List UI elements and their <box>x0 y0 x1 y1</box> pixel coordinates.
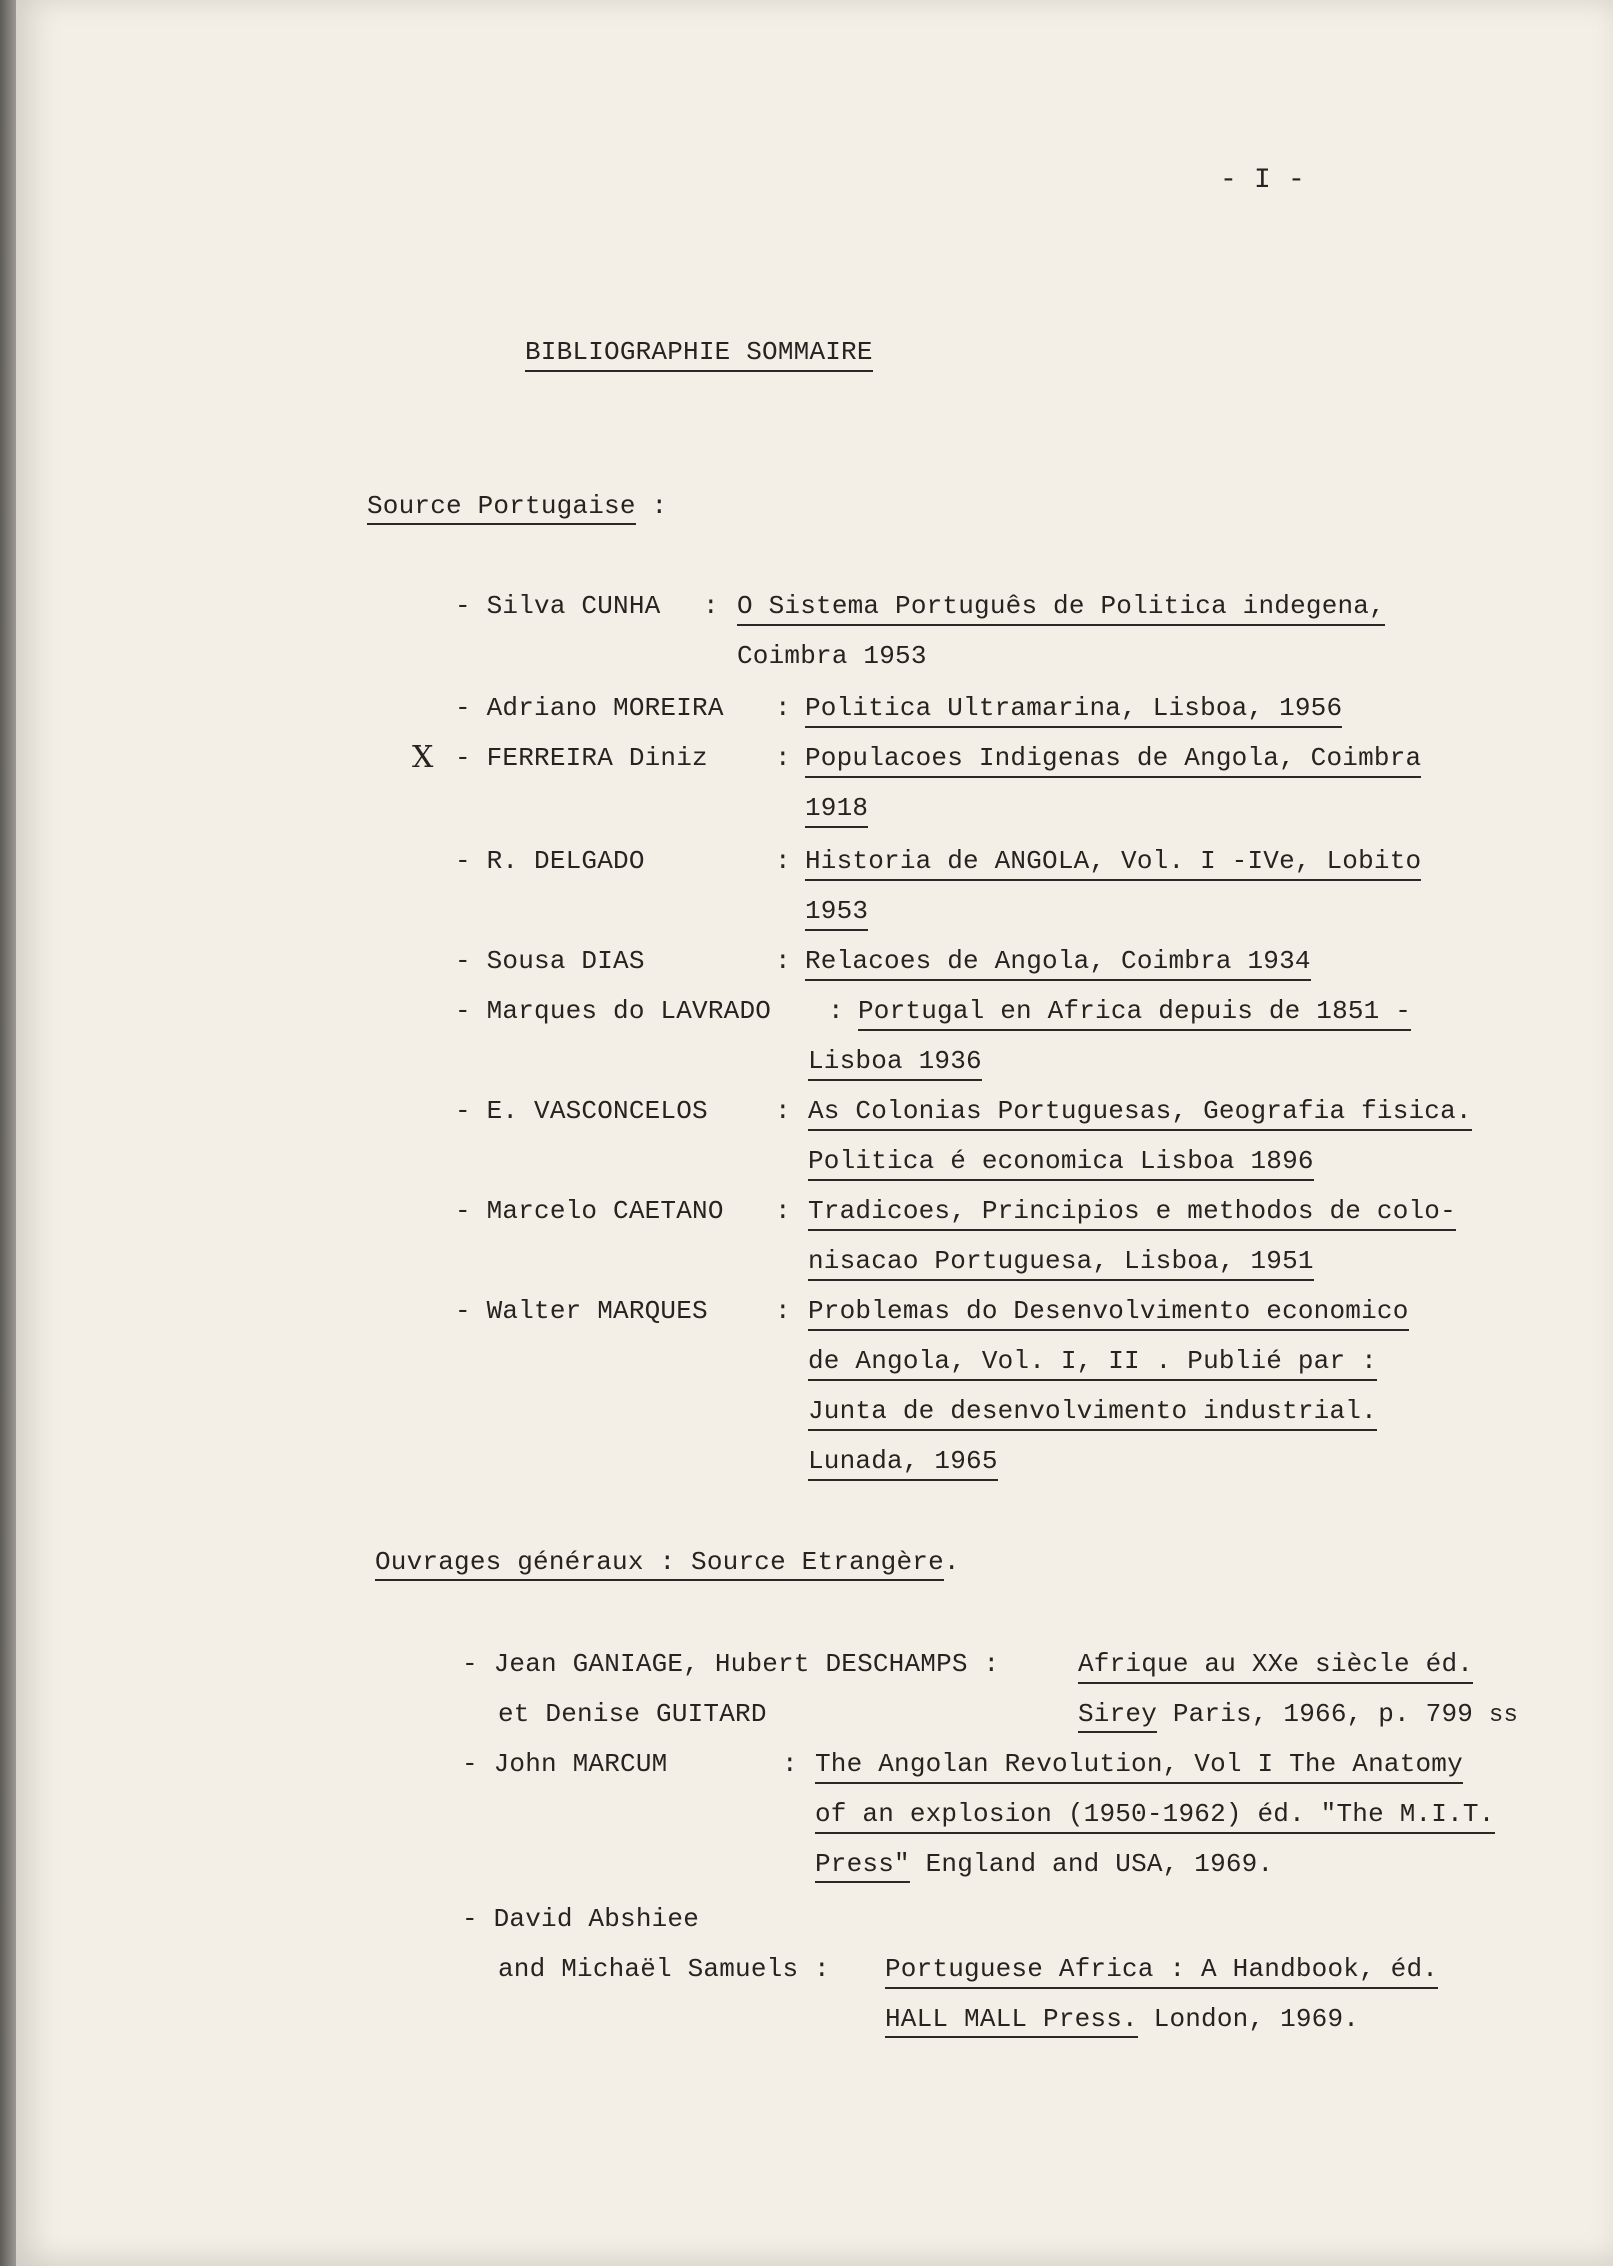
entry-author: - Silva CUNHA <box>455 591 661 621</box>
entry-author: - Walter MARQUES <box>455 1296 708 1326</box>
entry-title-line: Portuguese Africa : A Handbook, éd. <box>885 1953 1438 1989</box>
entry-title-line: Coimbra 1953 <box>737 641 927 671</box>
entry-title-line: Historia de ANGOLA, Vol. I -IVe, Lobito <box>805 845 1421 881</box>
entry-author: - FERREIRA Diniz <box>455 743 708 773</box>
section-heading-portuguese <box>367 490 667 522</box>
entry-title-line: As Colonias Portuguesas, Geografia fisica. <box>808 1095 1472 1131</box>
publisher: Sirey <box>1078 1699 1157 1733</box>
book-spine-edge <box>0 0 16 2266</box>
entry-title-line: 1918 <box>805 792 868 828</box>
entry-title-line: Lunada, 1965 <box>808 1445 998 1481</box>
publisher: HALL MALL Press. <box>885 2004 1138 2038</box>
section-heading-portuguese-text: Source Portugaise <box>367 491 636 525</box>
section-heading-foreign-period: . <box>943 1547 960 1577</box>
publication-info: Paris, 1966, p. 799 <box>1157 1699 1474 1729</box>
entry-separator: : <box>775 846 791 876</box>
entry-author: - E. VASCONCELOS <box>455 1096 708 1126</box>
entry-separator: : <box>775 693 791 723</box>
entry-title-line: The Angolan Revolution, Vol I The Anatomy <box>815 1748 1463 1784</box>
entry-title-line: O Sistema Português de Politica indegena, <box>737 590 1385 626</box>
margin-handwritten-mark: X <box>412 740 434 775</box>
entry-separator: : <box>775 946 791 976</box>
entry-title-line: Politica Ultramarina, Lisboa, 1956 <box>805 692 1342 728</box>
entry-title-line <box>885 2003 1359 2035</box>
entry-author: and Michaël Samuels : <box>498 1954 830 1984</box>
section-heading-portuguese-colon: : <box>635 491 668 521</box>
entry-title-line: Portugal en Africa depuis de 1851 - <box>858 995 1411 1031</box>
section-heading-foreign-text: Ouvrages généraux : Source Etrangère <box>375 1547 944 1581</box>
entry-author: et Denise GUITARD <box>498 1699 767 1729</box>
page-number: - I - <box>1220 165 1306 196</box>
entry-separator: : <box>782 1749 798 1779</box>
entry-author: - Marcelo CAETANO <box>455 1196 724 1226</box>
entry-separator: : <box>775 1096 791 1126</box>
entry-title-line: nisacao Portuguesa, Lisboa, 1951 <box>808 1245 1314 1281</box>
publisher: Press" <box>815 1849 910 1883</box>
entry-title-line: de Angola, Vol. I, II . Publié par : <box>808 1345 1377 1381</box>
entry-title-line: Problemas do Desenvolvimento economico <box>808 1295 1409 1331</box>
entry-author: - Jean GANIAGE, Hubert DESCHAMPS : <box>462 1649 1000 1679</box>
section-heading-foreign <box>375 1546 960 1578</box>
entry-separator: : <box>775 743 791 773</box>
entry-author: - R. DELGADO <box>455 846 645 876</box>
entry-author: - Sousa DIAS <box>455 946 645 976</box>
entry-title-line <box>1078 1698 1518 1732</box>
entry-title-line: 1953 <box>805 895 868 931</box>
entry-title-line: Tradicoes, Principios e methodos de colo- <box>808 1195 1456 1231</box>
entry-title-line <box>815 1848 1273 1880</box>
entry-title-line: Afrique au XXe siècle éd. <box>1078 1648 1473 1684</box>
entry-title-line: Populacoes Indigenas de Angola, Coimbra <box>805 742 1421 778</box>
entry-title-line: Junta de desenvolvimento industrial. <box>808 1395 1377 1431</box>
entry-title-line: Lisboa 1936 <box>808 1045 982 1081</box>
publication-suffix: ss <box>1488 1702 1519 1729</box>
publication-info: London, 1969. <box>1137 2004 1360 2034</box>
entry-separator: : <box>775 1296 791 1326</box>
publication-info: England and USA, 1969. <box>909 1849 1274 1879</box>
entry-author: - John MARCUM <box>462 1749 668 1779</box>
entry-separator: : <box>703 591 719 621</box>
entry-separator: : <box>775 1196 791 1226</box>
entry-title-line: Politica é economica Lisboa 1896 <box>808 1145 1314 1181</box>
entry-author: - Adriano MOREIRA <box>455 693 724 723</box>
entry-title-line: Relacoes de Angola, Coimbra 1934 <box>805 945 1311 981</box>
entry-author: - Marques do LAVRADO <box>455 996 772 1026</box>
entry-title-line: of an explosion (1950-1962) éd. "The M.I.T. <box>815 1798 1495 1834</box>
entry-separator: : <box>828 996 844 1026</box>
entry-author: - David Abshiee <box>462 1904 700 1934</box>
bibliography-title: BIBLIOGRAPHIE SOMMAIRE <box>525 336 873 372</box>
